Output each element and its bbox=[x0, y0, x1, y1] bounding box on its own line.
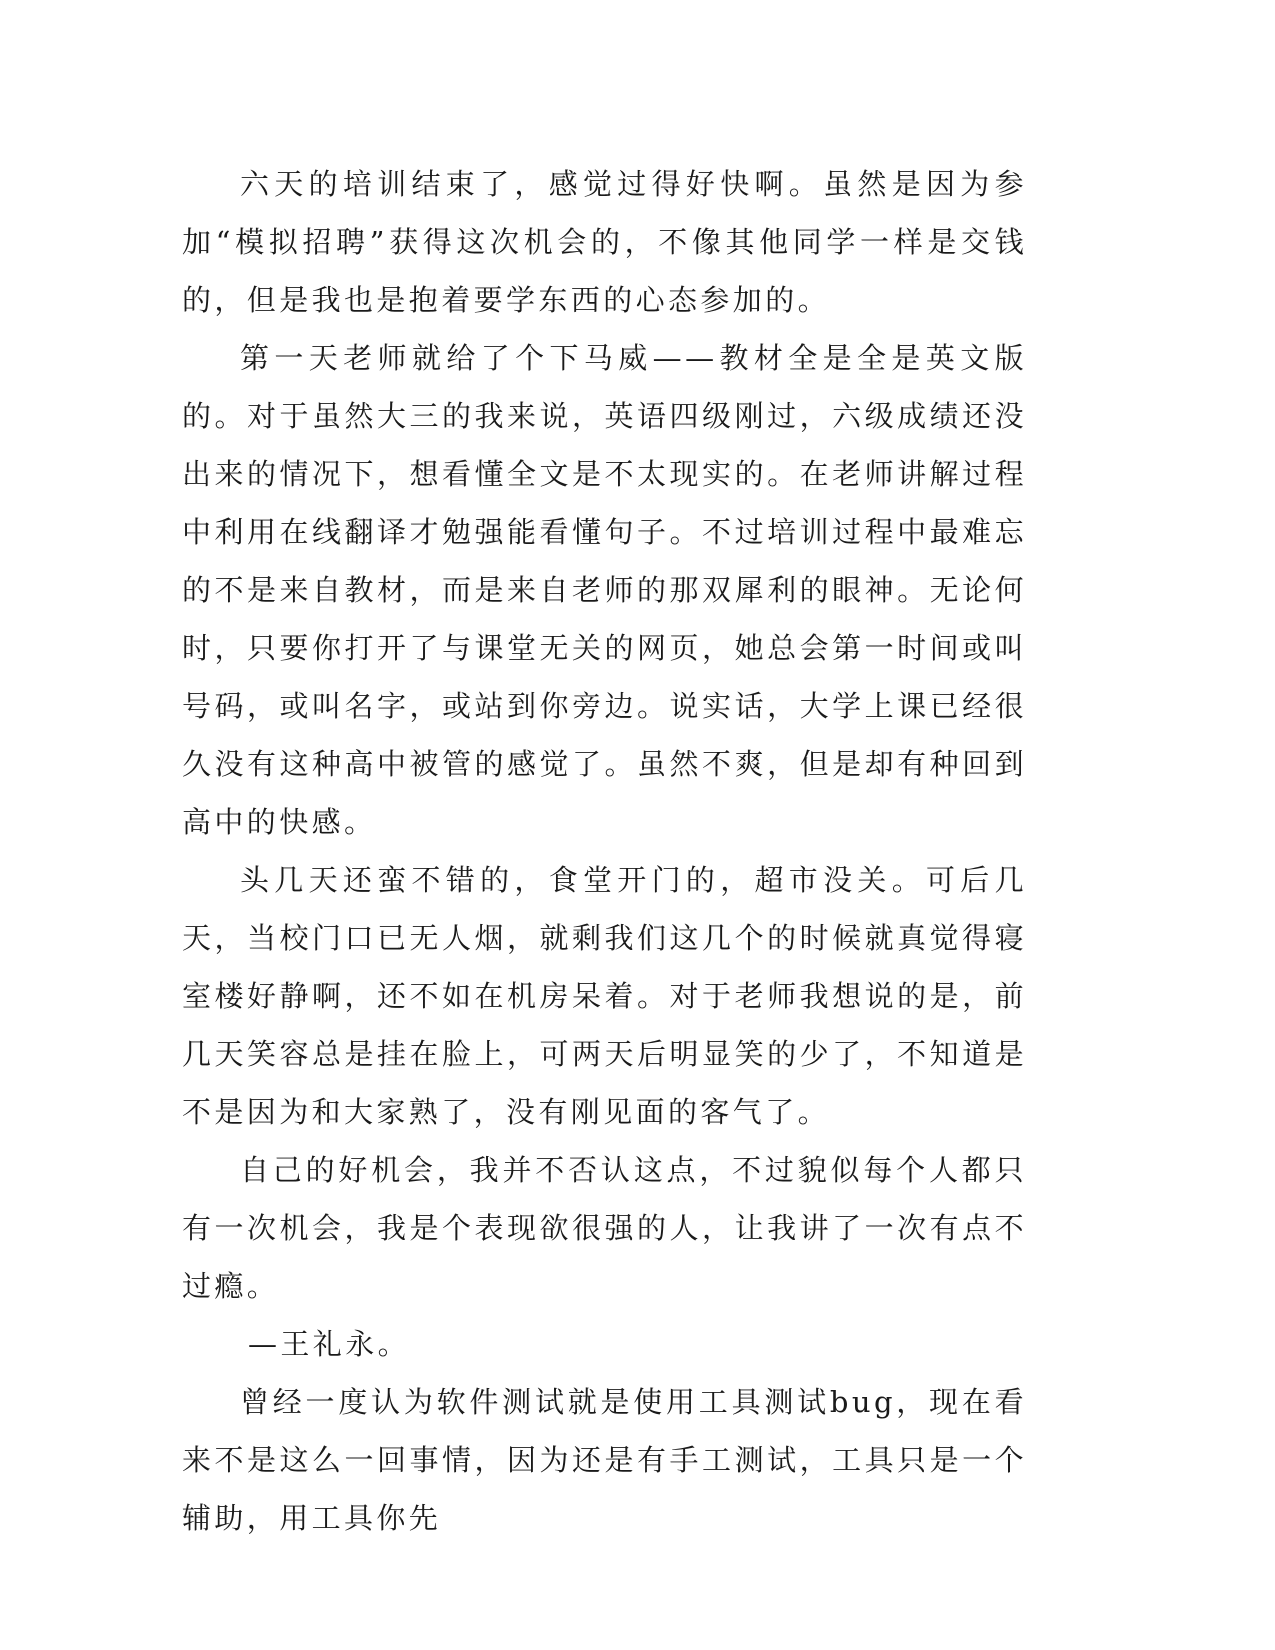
paragraph-first-day: 第一天老师就给了个下马威——教材全是全是英文版的。对于虽然大三的我来说，英语四级刚过，六级成绩还没出来的情况下，想看懂全文是不太现实的。在老师讲解过程中利用在线翻译才勉强能看懂句子。不过培训过程中最难忘的不是来自教材，而是来自老师的那双犀利的眼神。无论何时，只要你打开了与课堂无关的网页，她总会第一时间或叫号码，或叫名字，或站到你旁边。说实话，大学上课已经很久没有这种高中被管的感觉了。虽然不爽，但是却有种回到高中的快感。 bbox=[182, 341, 1027, 839]
document-body bbox=[182, 155, 1027, 1547]
author-signature: —王礼永。 bbox=[248, 1327, 411, 1361]
paragraph-later-days: 头几天还蛮不错的，食堂开门的，超市没关。可后几天，当校门口已无人烟，就剩我们这几个的时候就真觉得寝室楼好静啊，还不如在机房呆着。对于老师我想说的是，前几天笑容总是挂在脸上，可两天后明显笑的少了，不知道是不是因为和大家熟了，没有刚见面的客气了。 bbox=[182, 863, 1027, 1129]
paragraph-training-summary: 六天的培训结束了，感觉过得好快啊。虽然是因为参加“模拟招聘”获得这次机会的，不像其他同学一样是交钱的，但是我也是抱着要学东西的心态参加的。 bbox=[182, 167, 1027, 317]
paragraph-opportunity: 自己的好机会，我并不否认这点，不过貌似每个人都只有一次机会，我是个表现欲很强的人，让我讲了一次有点不过瘾。 bbox=[182, 1153, 1027, 1303]
paragraph-software-testing: 曾经一度认为软件测试就是使用工具测试bug，现在看来不是这么一回事情，因为还是有手工测试，工具只是一个辅助，用工具你先 bbox=[182, 1385, 1027, 1535]
